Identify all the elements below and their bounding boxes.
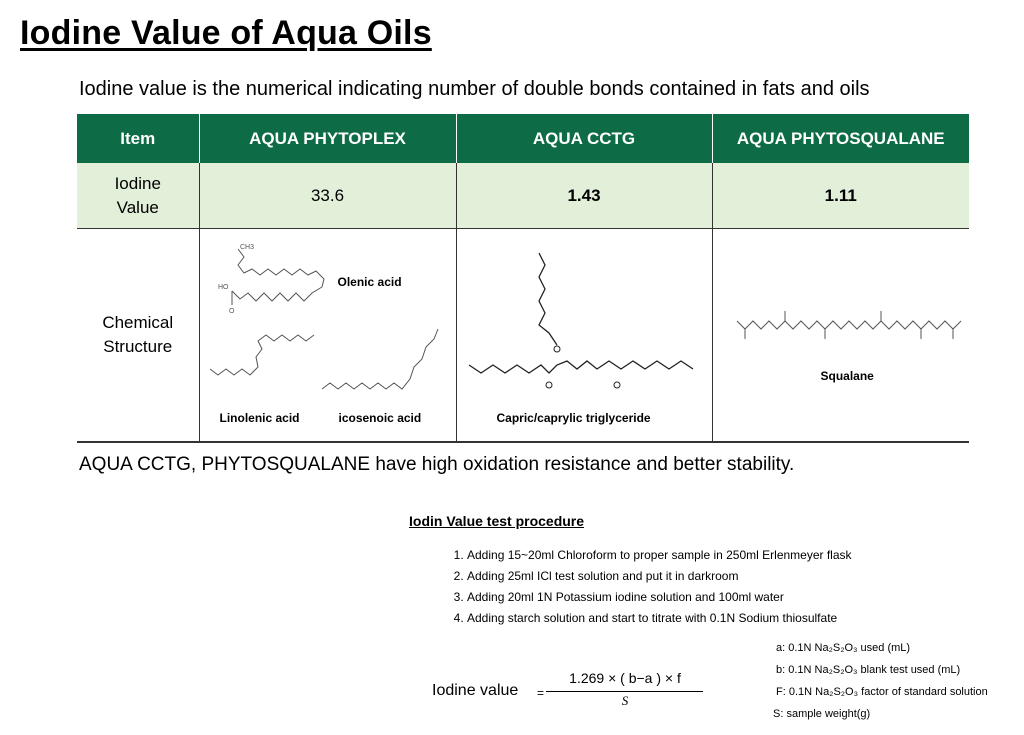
squalane-caption: Squalane: [820, 369, 874, 383]
chemical-structure-row: [77, 229, 969, 443]
cctg-iodine-value: 1.43: [456, 163, 712, 229]
ester-oxygen-top: [554, 346, 560, 352]
linolenic-acid-caption: Linolenic acid: [219, 411, 300, 425]
cctg-structure-image: [457, 229, 713, 441]
oleic-acid-top-chain: [238, 249, 324, 287]
cctg-structure-cell: [456, 229, 712, 443]
header-item: Item: [77, 114, 199, 163]
formula-label: Iodine value: [432, 682, 519, 699]
procedure-step: 4. Adding starch solution and start to titrate with 0.1N Sodium thiosulfate: [467, 608, 852, 629]
fraction-bar: [546, 691, 703, 692]
icosenoic-acid-chain: [322, 329, 438, 389]
formula-legend-b: b: 0.1N Na₂S₂O₃ blank test used (mL): [776, 664, 961, 676]
procedure-title: Iodin Value test procedure: [409, 513, 585, 529]
formula-denominator: S: [621, 693, 629, 708]
iodine-label-line1: Iodine: [114, 173, 161, 193]
procedure-step: 1. Adding 15~20ml Chloroform to proper sample in 250ml Erlenmeyer flask: [467, 545, 852, 566]
iodine-label-line2: Value: [116, 197, 159, 217]
structure-label-line1: Chemical: [102, 313, 174, 332]
formula-numerator: 1.269 × ( b−a ) × f: [569, 670, 681, 686]
structure-label-line2: Structure: [103, 337, 173, 356]
formula-legend-f: F: 0.1N Na₂S₂O₃ factor of standard solution: [776, 686, 988, 698]
olenic-acid-caption: Olenic acid: [337, 275, 402, 289]
table-header-row: [77, 114, 969, 163]
ch3-label: CH3: [239, 244, 254, 251]
cctg-caption: Capric/caprylic triglyceride: [496, 411, 651, 425]
formula-legend-a: a: 0.1N Na₂S₂O₃ used (mL): [776, 642, 911, 654]
cctg-top-chain: [539, 253, 557, 345]
iodine-value-row: [77, 163, 969, 229]
phytoplex-structure-cell: [199, 229, 456, 443]
ester-oxygen-left: [546, 382, 552, 388]
ho-label: HO: [217, 284, 228, 291]
procedure-steps: [440, 545, 852, 629]
icosenoic-acid-caption: icosenoic acid: [338, 411, 422, 425]
squalane-chain: [737, 321, 961, 329]
stability-note: AQUA CCTG, PHYTOSQUALANE have high oxidation resistance and better stability.: [79, 454, 795, 475]
formula-legend-s: S: sample weight(g): [773, 708, 871, 720]
phytoplex-iodine-value: 33.6: [199, 163, 456, 229]
cctg-main-chain: [469, 361, 693, 373]
procedure-step: 3. Adding 20ml 1N Potassium iodine solution and 100ml water: [467, 587, 852, 608]
linolenic-acid-chain: [210, 335, 314, 375]
phytosqualane-iodine-value: 1.11: [712, 163, 969, 229]
header-aqua-phytosqualane: AQUA PHYTOSQUALANE: [712, 114, 969, 163]
squalane-structure-image: [713, 229, 970, 441]
formula-equals: =: [537, 686, 545, 700]
page-subtitle: Iodine value is the numerical indicating number of double bonds contained in fats and oils: [79, 78, 870, 100]
iodine-value-label: [77, 163, 199, 229]
oleic-acid-bottom-chain: [232, 287, 322, 301]
o-label: O: [228, 308, 234, 315]
header-aqua-cctg: AQUA CCTG: [456, 114, 712, 163]
chemical-structure-label: [77, 229, 199, 443]
squalane-structure-cell: [712, 229, 969, 443]
ester-oxygen-right: [614, 382, 620, 388]
header-aqua-phytoplex: AQUA PHYTOPLEX: [199, 114, 456, 163]
page-title: Iodine Value of Aqua Oils: [20, 14, 432, 52]
procedure-step: 2. Adding 25ml ICl test solution and put it in darkroom: [467, 566, 852, 587]
iodine-value-table: [77, 114, 969, 443]
phytoplex-structures-image: [200, 229, 457, 441]
